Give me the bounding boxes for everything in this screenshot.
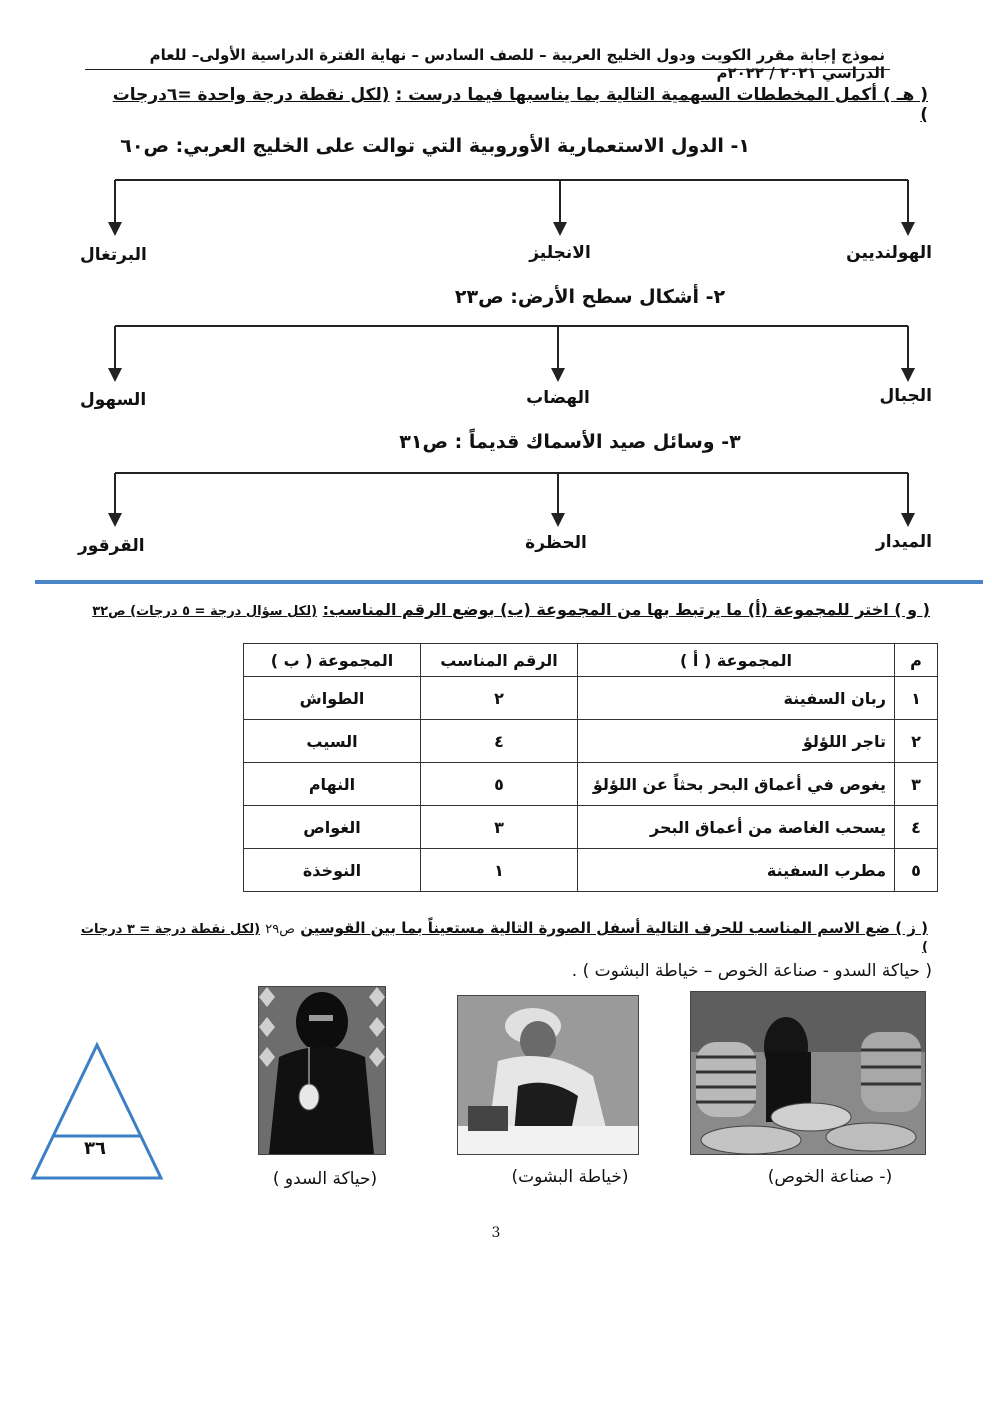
diagram-3-item-1: الميدار bbox=[876, 532, 932, 552]
photo-bisht-tailoring bbox=[457, 995, 639, 1155]
caption-palm-weaving: (- صناعة الخوص) bbox=[767, 1167, 893, 1187]
group-a-cell: مطرب السفينة bbox=[578, 849, 895, 892]
number-cell: ٥ bbox=[421, 763, 578, 806]
row-index: ٣ bbox=[895, 763, 938, 806]
diagram-2-item-3: السهول bbox=[80, 390, 147, 410]
group-b-cell: الغواص bbox=[244, 806, 421, 849]
row-index: ١ bbox=[895, 677, 938, 720]
number-cell: ٣ bbox=[421, 806, 578, 849]
diagram-1-arrows bbox=[0, 170, 992, 240]
photo-palm-weaving bbox=[690, 991, 926, 1155]
section-divider bbox=[35, 580, 983, 584]
photo-sadu-weaving bbox=[258, 986, 386, 1155]
diagram-2-item-1: الجبال bbox=[879, 386, 932, 406]
score-triangle bbox=[30, 1040, 165, 1182]
section-w-title: ( و ) اختر للمجموعة (أ) ما يرتبط بها من المجموعة (ب) بوضع الرقم المناسب: bbox=[322, 600, 930, 619]
palm-weaving-image bbox=[691, 992, 925, 1154]
diagram-2-item-2: الهضاب bbox=[526, 388, 590, 408]
diagram-2-title: ٢- أشكال سطح الأرض: ص٢٣ bbox=[454, 286, 726, 308]
group-b-cell: السيب bbox=[244, 720, 421, 763]
number-cell: ٤ bbox=[421, 720, 578, 763]
section-z-title: ( ز ) ضع الاسم المناسب للحرف التالية أسفل الصورة التالية مستعيناً بما بين القوسين bbox=[300, 919, 928, 937]
diagram-1-item-3: البرتغال bbox=[80, 245, 147, 265]
section-z-page-ref: ص٢٩ bbox=[265, 922, 295, 937]
page-header: نموذج إجابة مقرر الكويت ودول الخليج العربية – للصف السادس – نهاية الفترة الدراسية الأولى– للعام الدراسي ٢٠٢١ / ٢٠٢٢م bbox=[149, 46, 885, 82]
table-row bbox=[244, 763, 938, 806]
row-index: ٥ bbox=[895, 849, 938, 892]
group-a-cell: تاجر اللؤلؤ bbox=[578, 720, 895, 763]
table-row bbox=[244, 677, 938, 720]
row-index: ٤ bbox=[895, 806, 938, 849]
table-row bbox=[244, 720, 938, 763]
matching-table bbox=[243, 643, 938, 892]
group-a-cell: ربان السفينة bbox=[578, 677, 895, 720]
diagram-3-item-2: الحظرة bbox=[525, 533, 587, 553]
diagram-1-item-2: الانجليز bbox=[529, 243, 591, 263]
diagram-2-arrows bbox=[0, 316, 992, 386]
header-group-b: المجموعة ( ب ) bbox=[244, 644, 421, 677]
score-value: ٣٦ bbox=[84, 1138, 106, 1159]
diagram-1-title: ١- الدول الاستعمارية الأوروبية التي توالت على الخليج العربي: ص٦٠ bbox=[120, 135, 750, 157]
group-a-cell: يسحب الغاصة من أعماق البحر bbox=[578, 806, 895, 849]
header-group-a: المجموعة ( أ ) bbox=[578, 644, 895, 677]
group-b-cell: النوخذة bbox=[244, 849, 421, 892]
header-rule bbox=[85, 69, 890, 70]
diagram-1-item-1: الهولنديين bbox=[846, 243, 932, 263]
sadu-weaving-image bbox=[259, 987, 385, 1154]
bisht-tailoring-image bbox=[458, 996, 638, 1154]
number-cell: ٢ bbox=[421, 677, 578, 720]
group-b-cell: النهام bbox=[244, 763, 421, 806]
page-number: 3 bbox=[491, 1225, 501, 1241]
header-m: م bbox=[895, 644, 938, 677]
diagram-3-item-3: القرقور bbox=[78, 536, 145, 556]
diagram-3-title: ٣- وسائل صيد الأسماك قديماً : ص٣١ bbox=[399, 431, 741, 453]
caption-sadu-weaving: (حياكة السدو ) bbox=[272, 1169, 378, 1189]
header-number: الرقم المناسب bbox=[421, 644, 578, 677]
diagram-3-arrows bbox=[0, 463, 992, 533]
table-row bbox=[244, 849, 938, 892]
section-w-heading bbox=[88, 600, 930, 619]
caption-bisht-tailoring: (خياطة البشوت) bbox=[511, 1167, 629, 1187]
row-index: ٢ bbox=[895, 720, 938, 763]
section-z-marks: (لكل نقطة درجة = ٣ درجات ) bbox=[80, 922, 928, 955]
section-h-title: ( هـ ) أكمل المخططات السهمية التالية بما يناسبها فيما درست : bbox=[395, 85, 928, 105]
section-w-marks: (لكل سؤال درجة = ٥ درجات) ص٣٢ bbox=[92, 604, 318, 619]
table-row bbox=[244, 806, 938, 849]
group-b-cell: الطواش bbox=[244, 677, 421, 720]
section-h-heading bbox=[110, 85, 928, 125]
group-a-cell: يغوص في أعماق البحر بحثاً عن اللؤلؤ bbox=[578, 763, 895, 806]
section-z-heading bbox=[78, 919, 928, 955]
section-h-marks: (لكل نقطة درجة واحدة =٦درجات ) bbox=[112, 85, 928, 125]
number-cell: ١ bbox=[421, 849, 578, 892]
section-z-options: ( حياكة السدو - صناعة الخوص – خياطة البشوت ) . bbox=[571, 961, 932, 981]
table-header-row bbox=[244, 644, 938, 677]
